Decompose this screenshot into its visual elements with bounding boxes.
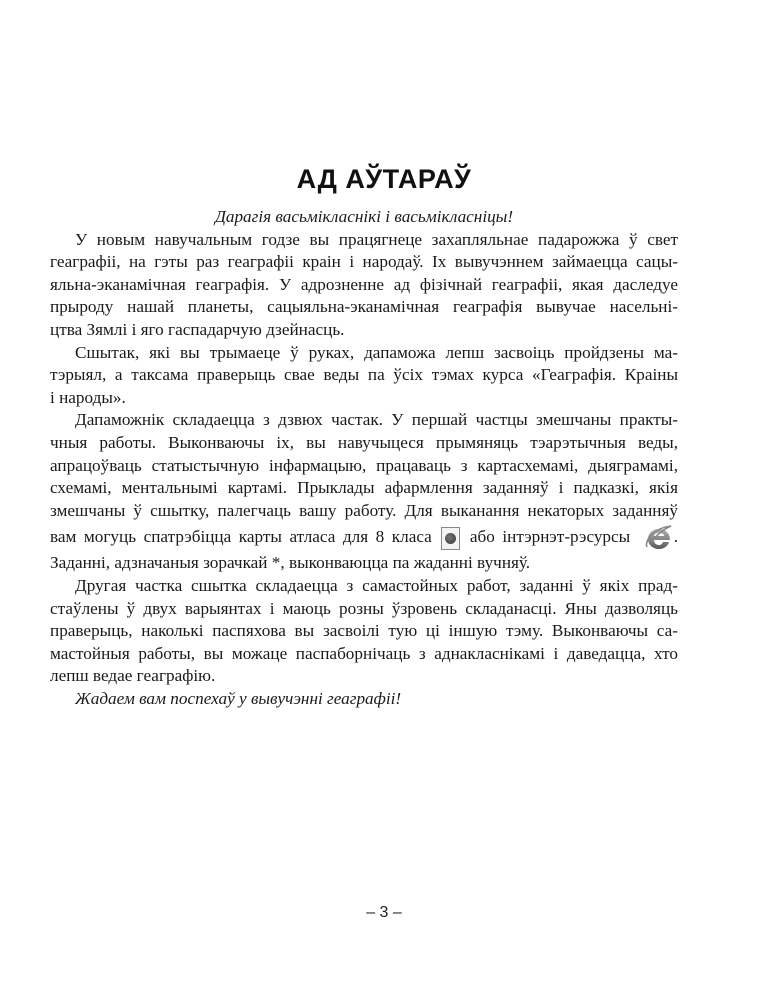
preface-body — [50, 206, 678, 710]
text-line: апрацоўваць статыстычную інфармацыю, працаваць з картасхемамі, дыяграмамі, — [50, 455, 678, 475]
text-line: праверыць, наколькі паспяхова вы засвоілі тую ці іншую тэму. Выконваючы са- — [50, 621, 678, 641]
text-line: і народы». — [50, 387, 126, 407]
text-line: Заданні, адзначаныя зорачкай *, выконваюцца па жаданні вучняў. — [50, 553, 531, 573]
atlas-book-icon — [441, 527, 460, 550]
text-line: стаўлены ў двух варыянтах і маюць розны ўзровень складанасці. Яны дазволяць — [50, 598, 678, 618]
page-title: АД АЎТАРАЎ — [296, 164, 472, 194]
text-line: змешчаны ў сшытку, палегчаць вашу работу. Для выканання некаторых заданняў — [50, 500, 678, 520]
paragraph-1 — [50, 229, 678, 342]
text-segment: або інтэрнэт-рэсурсы — [469, 527, 631, 547]
text-line: цтва Зямлі і яго гаспадарчую дзейнасць. — [50, 319, 345, 339]
text-segment: вам могуць спатрэбіцца карты атласа для 8 класа — [50, 527, 432, 547]
text-line: чныя работы. Выконваючы іх, вы навучыцеся прымяняць тэарэтычныя веды, — [50, 432, 678, 452]
text-line: Сшытак, які вы трымаеце ў руках, дапаможа лепш засвоіць пройдзены ма- — [75, 342, 678, 362]
text-line: геаграфіі, на гэты раз геаграфіі краін і народаў. Іх вывучэннем займаецца сацы- — [50, 252, 678, 272]
closing-wish: Жадаем вам поспехаў у вывучэнні геаграфіі! — [75, 688, 402, 708]
text-line: прыроду нашай планеты, сацыяльна-эканамічная геаграфія вывучае насельні- — [50, 297, 678, 317]
paragraph-4 — [50, 575, 678, 688]
page-number: – 3 – — [366, 904, 402, 921]
text-line: Другая частка сшытка складаецца з самастойных работ, заданні ў якіх прад- — [75, 575, 678, 595]
text-line: У новым навучальным годзе вы працягнеце захапляльнае падарожжа ў свет — [75, 229, 678, 249]
text-line: мастойныя работы, вы можаце паспаборнічаць з аднакласнікамі і даведацца, хто — [50, 643, 678, 663]
text-line: схемамі, ментальнымі картамі. Прыклады афармлення заданняў і падказкі, якія — [50, 478, 678, 498]
paragraph-3 — [50, 409, 678, 575]
text-line: Дапаможнік складаецца з дзвюх частак. У першай частцы змешчаны практы- — [75, 410, 678, 430]
greeting: Дарагія васьмікласнікі і васьмікласніцы! — [214, 207, 514, 226]
text-segment: . — [673, 527, 679, 547]
text-line: яльна-эканамічная геаграфія. У адрозненне ад фізічнай геаграфіі, якая даследуе — [50, 274, 678, 294]
text-line: лепш ведае геаграфію. — [50, 666, 216, 686]
paragraph-2 — [50, 342, 678, 410]
text-line: тэрыял, а таксама праверыць свае веды па ўсіх тэмах курса «Геаграфія. Краіны — [50, 365, 678, 385]
icon-text-line — [50, 522, 678, 552]
internet-explorer-icon — [644, 523, 674, 553]
